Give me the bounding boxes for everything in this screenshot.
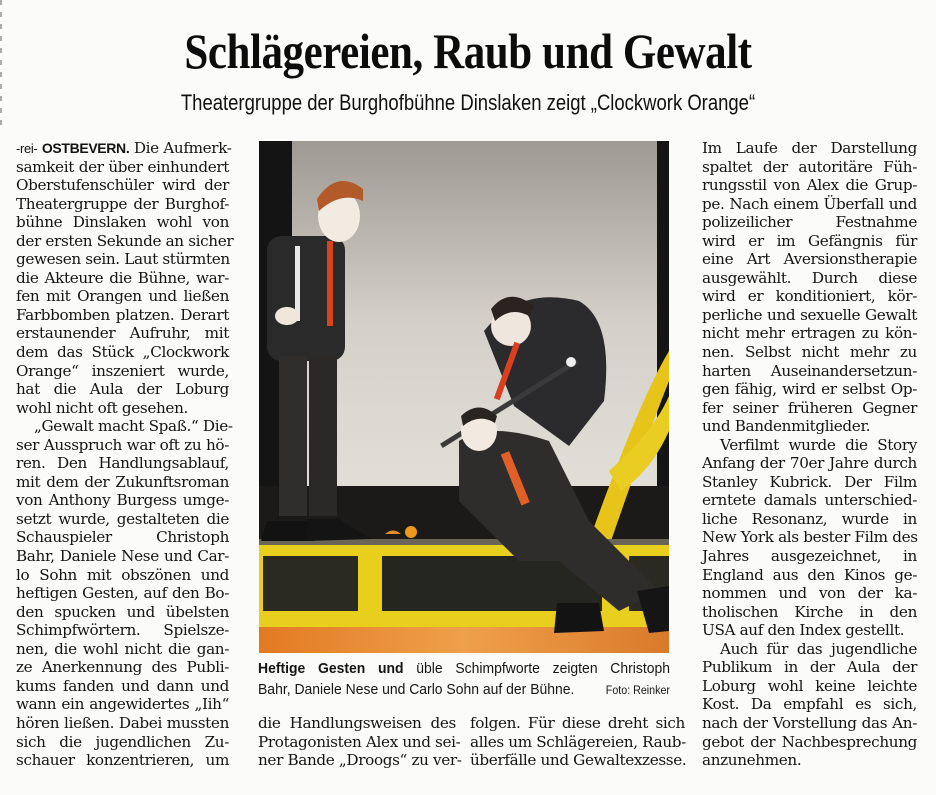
- author-abbreviation: -rei-: [16, 141, 38, 156]
- column-line: Publikum in der Aula der: [702, 658, 917, 677]
- column-line: bühne Dinslaken wohl von: [16, 213, 229, 232]
- column-line: Auch für das jugendliche: [720, 639, 917, 658]
- article-photo: [259, 141, 669, 653]
- column-line: folgen. Für diese dreht sich: [470, 714, 685, 732]
- column-line: Stanley Kubrick. Der Film: [702, 472, 917, 491]
- column-line: ren. Den Handlungsablauf,: [16, 454, 229, 473]
- column-line: rungsstil von Alex die Grup-: [702, 176, 917, 195]
- column-line: wird er im Gefängnis für: [702, 231, 917, 250]
- column-line: New York als bester Film des: [702, 528, 918, 547]
- column-line: Verfilmt wurde die Story: [720, 435, 917, 454]
- article-column-4: [702, 139, 917, 770]
- column-line: pe. Nach einem Überfall und: [702, 194, 917, 213]
- column-line: die Handlungsweisen des: [258, 714, 456, 732]
- column-line: setzt wurde, gestalteten die: [16, 509, 229, 528]
- article-subheadline: Theatergruppe der Burghofbühne Dinslaken zeigt „Clockwork Orange“: [180, 90, 756, 115]
- column-line: erntete damals unterschied-: [702, 491, 917, 510]
- column-line: USA auf den Index gestellt.: [702, 621, 905, 640]
- column-line: kums fanden und dann und: [16, 676, 229, 695]
- page-edge-perforation: [0, 0, 2, 130]
- column-line: Schauspieler Christoph: [16, 528, 229, 547]
- column-line: spaltet der autoritäre Füh-: [702, 157, 917, 176]
- article-headline: Schlägereien, Raub und Gewalt: [184, 23, 752, 79]
- column-line: samkeit der über einhundert: [16, 157, 229, 176]
- column-line: Oberstufenschüler wird der: [16, 176, 229, 195]
- caption-lead: Heftige Gesten und: [258, 660, 404, 677]
- column-line: überfälle und Gewaltexzesse.: [470, 751, 687, 770]
- column-line: nach der Vorstellung das An-: [702, 713, 917, 732]
- dateline-city: OSTBEVERN.: [41, 140, 130, 156]
- column-line: harten Auseinandersetzun-: [702, 361, 917, 380]
- column-line: nicht mehr ertragen zu kön-: [702, 324, 917, 343]
- column-line: sich die jugendlichen Zu-: [16, 732, 229, 751]
- caption-line: Bahr, Daniele Nese und Carlo Sohn auf der Bühne. Foto: Reinker: [258, 679, 670, 700]
- column-line: der ersten Sekunde an sicher: [16, 231, 234, 250]
- column-line: Farbbomben platzen. Derart: [16, 305, 229, 324]
- column-line: Bahr, Daniele Nese und Car-: [16, 547, 229, 566]
- column-line: alles um Schlägereien, Raub-: [470, 732, 686, 751]
- column-line: polizeilicher Festnahme: [702, 213, 917, 232]
- column-line: wann ein angewidertes „Iih“: [16, 695, 229, 714]
- column-line: gebot der Nachbesprechung: [702, 732, 917, 751]
- column-line: hören ließen. Dabei mussten: [16, 713, 229, 732]
- article-column-2: [258, 714, 462, 770]
- column-line: nommen und von der ka-: [702, 584, 917, 603]
- column-line: -rei- OSTBEVERN. Die Aufmerk-: [16, 139, 232, 157]
- stage-scene-illustration: [259, 141, 669, 653]
- column-line: und Bandenmitglieder.: [702, 417, 871, 436]
- column-line: Im Laufe der Darstellung: [702, 139, 917, 157]
- column-line: wohl nicht oft gesehen.: [16, 398, 188, 417]
- column-line: perliche und sexuelle Gewalt: [702, 305, 917, 324]
- column-line: mit dem der Zukunftsroman: [16, 472, 229, 491]
- column-line: lo Sohn mit obszönen und: [16, 565, 229, 584]
- column-line: von Anthony Burgess umge-: [16, 491, 229, 510]
- column-line: den spucken und übelsten: [16, 602, 229, 621]
- column-line: hat die Aula der Loburg: [16, 380, 229, 399]
- column-line: ner Bande „Droogs“ zu ver-: [258, 751, 462, 770]
- column-line: Loburg wohl keine leichte: [702, 676, 917, 695]
- photo-caption: [258, 658, 671, 702]
- column-line: fen mit Orangen und ließen: [16, 287, 229, 306]
- column-line: England aus den Kinos ge-: [702, 565, 917, 584]
- column-line: Theatergruppe der Burghof-: [16, 194, 229, 213]
- photo-credit: Foto: Reinker: [605, 685, 670, 697]
- article-column-1: [16, 139, 234, 770]
- column-line: gewesen sein. Laut stürmten: [16, 250, 230, 269]
- column-line: eine Art Aversionstherapie: [702, 250, 917, 269]
- column-line: tholischen Kirche in den: [702, 602, 917, 621]
- column-line: „Gewalt macht Spaß.“ Die-: [34, 417, 233, 436]
- column-line: nen, die wohl nicht die gan-: [16, 639, 229, 658]
- column-line: fer seiner früheren Gegner: [702, 398, 917, 417]
- column-line: anzunehmen.: [702, 751, 802, 770]
- column-line: Anfang der 70er Jahre durch: [702, 454, 917, 473]
- caption-line: Heftige Gesten und üble Schimpfworte zeigten Christoph: [258, 660, 671, 677]
- column-line: schauer konzentrieren, um: [16, 751, 229, 770]
- column-line: liche Resonanz, wurde in: [702, 509, 917, 528]
- column-line: Jahres ausgezeichnet, in: [702, 547, 917, 566]
- column-line: nen. Selbst nicht mehr zu: [702, 343, 917, 362]
- article-column-3: [470, 714, 685, 770]
- column-line: dem das Stück „Clockwork: [16, 343, 229, 362]
- column-line: Kost. Da empfahl es sich,: [702, 695, 917, 714]
- column-line: Schimpfwörtern. Spielsze-: [16, 621, 229, 640]
- column-line: ser Ausspruch war oft zu hö-: [16, 435, 229, 454]
- column-line: ausgewählt. Durch diese: [702, 268, 917, 287]
- column-line: gen fähig, wird er selbst Op-: [702, 380, 917, 399]
- column-line: Protagonisten Alex und sei-: [258, 732, 461, 751]
- column-line: Orange“ inszeniert wurde,: [16, 361, 229, 380]
- column-line: heftigen Gesten, auf den Bo-: [16, 584, 229, 603]
- column-line: ze Anerkennung des Publi-: [16, 658, 229, 677]
- column-line: die Akteure die Bühne, war-: [16, 268, 229, 287]
- column-line: wird er konditioniert, kör-: [702, 287, 917, 306]
- column-line: erstaunender Aufruhr, mit: [16, 324, 229, 343]
